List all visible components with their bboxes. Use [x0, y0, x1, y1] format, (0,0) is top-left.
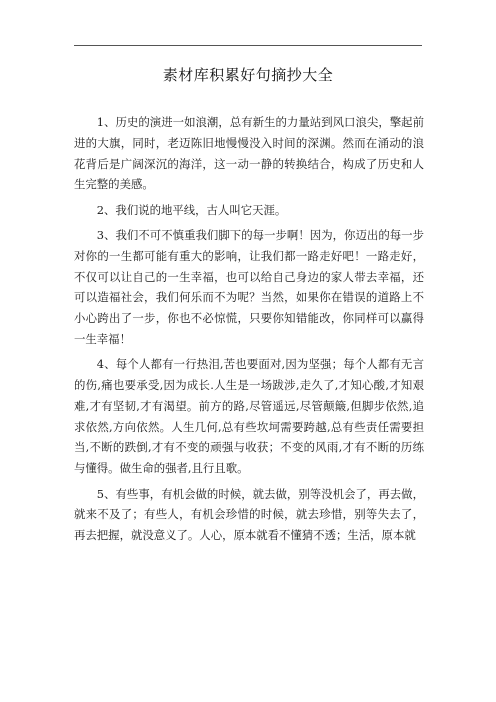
document-body [74, 112, 424, 550]
document-title: 素材库积累好句摘抄大全 [162, 66, 334, 84]
paragraph-5: 5、有些事，有机会做的时候，就去做，别等没机会了，再去做，就来不及了；有些人，有机会珍惜的时候，就去珍惜，别等失去了，再去把握，就没意义了。人心，原本就看不懂猜不透；生活，原本就 [74, 486, 424, 543]
paragraph-4: 4、每个人都有一行热泪,苦也要面对,因为坚强；每个人都有无言的伤,痛也要承受,因为成长.人生是一场跋涉,走久了,才知心酸,才知艰难,才有坚韧,才有渴望。前方的路,尽管遥远,尽管颠簸,但脚步依然,追求依然,方向依然。人生几何,总有些坎坷需要跨越,总有些责任需要担当,不断的跌倒,才有不变的顽强与收获；不变的风雨,才有不断的历练与懂得。做生命的强者,且行且歌。 [74, 357, 424, 476]
paragraph-1: 1、历史的演进一如浪潮，总有新生的力量站到风口浪尖，擎起前进的大旗，同时，老迈陈旧地慢慢没入时间的深渊。然而在涌动的浪花背后是广阔深沉的海洋，这一动一静的转换结合，构成了历史和人生完整的美感。 [74, 115, 424, 192]
paragraph-2: 2、我们说的地平线，古人叫它天涯。 [96, 202, 287, 217]
paragraph-3: 3、我们不可不慎重我们脚下的每一步啊！因为，你迈出的每一步对你的一生都可能有重大的影响，让我们都一路走好吧！一路走好，不仅可以让自己的一生幸福，也可以给自己身边的家人带去幸福，还可以造福社会，我们何乐而不为呢？当然，如果你在错误的道路上不小心跨出了一步，你也不必惊慌，只要你知错能改，你同样可以赢得一生幸福！ [74, 227, 424, 346]
header-rule [74, 45, 422, 46]
